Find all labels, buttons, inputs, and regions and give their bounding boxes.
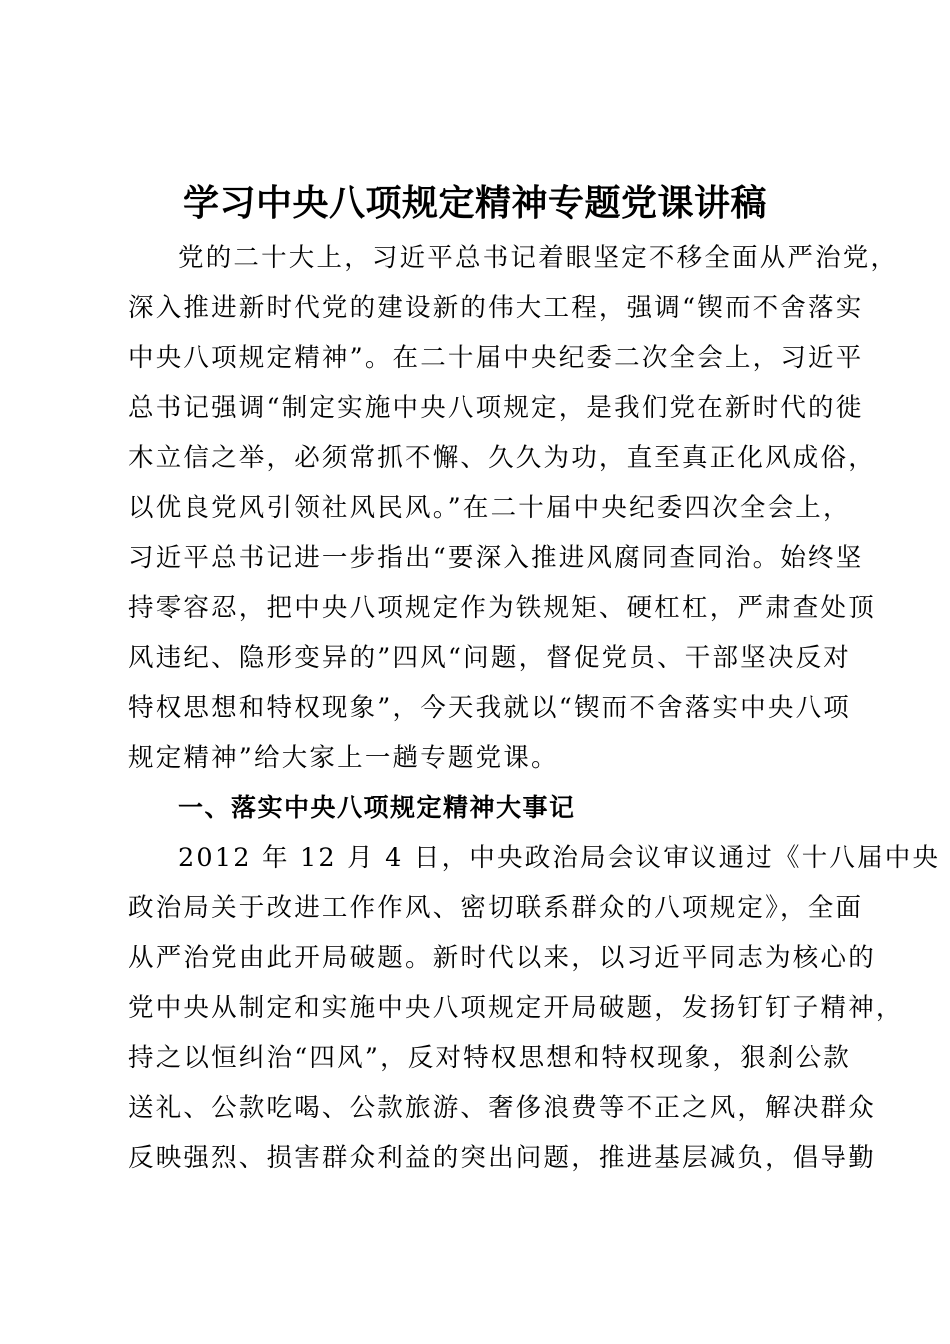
intro-line: 木立信之举，必须常抓不懈、久久为功，直至真正化风成俗， (128, 443, 876, 473)
intro-line: 风违纪、隐形变异的”四风“问题，督促党员、干部坚决反对 (128, 643, 851, 673)
intro-line: 持零容忍，把中央八项规定作为铁规矩、硬杠杠，严肃查处顶 (128, 593, 876, 623)
intro-line: 以优良党风引领社风民风。”在二十届中央纪委四次全会上， (128, 493, 851, 523)
section-line: 党中央从制定和实施中央八项规定开局破题，发扬钉钉子精神， (128, 993, 904, 1023)
intro-line: 习近平总书记进一步指出“要深入推进风腐同查同治。始终坚 (128, 543, 864, 573)
section-line: 从严治党由此开局破题。新时代以来，以习近平同志为核心的 (128, 943, 876, 973)
intro-line: 规定精神”给大家上一趟专题党课。 (128, 743, 559, 773)
intro-line: 中央八项规定精神”。在二十届中央纪委二次全会上，习近平 (128, 343, 864, 373)
document-title: 学习中央八项规定精神专题党课讲稿 (182, 182, 767, 224)
section-line: 送礼、公款吃喝、公款旅游、奢侈浪费等不正之风，解决群众 (128, 1093, 876, 1123)
section-heading: 一、落实中央八项规定精神大事记 (178, 793, 576, 822)
section-line: 反映强烈、损害群众利益的突出问题，推进基层减负，倡导勤 (128, 1143, 876, 1173)
section-line: 持之以恒纠治“四风”，反对特权思想和特权现象，狠刹公款 (128, 1043, 851, 1073)
intro-line: 深入推进新时代党的建设新的伟大工程，强调“锲而不舍落实 (128, 293, 864, 323)
intro-line: 特权思想和特权现象”，今天我就以“锲而不舍落实中央八项 (128, 693, 851, 723)
intro-line: 总书记强调“制定实施中央八项规定，是我们党在新时代的徙 (128, 393, 864, 423)
intro-line: 党的二十大上，习近平总书记着眼坚定不移全面从严治党， (178, 243, 899, 273)
section-line: 政治局关于改进工作作风、密切联系群众的八项规定》，全面 (128, 893, 864, 923)
section-line: 2012 年 12 月 4 日，中央政治局会议审议通过《十八届中央 (178, 843, 941, 873)
